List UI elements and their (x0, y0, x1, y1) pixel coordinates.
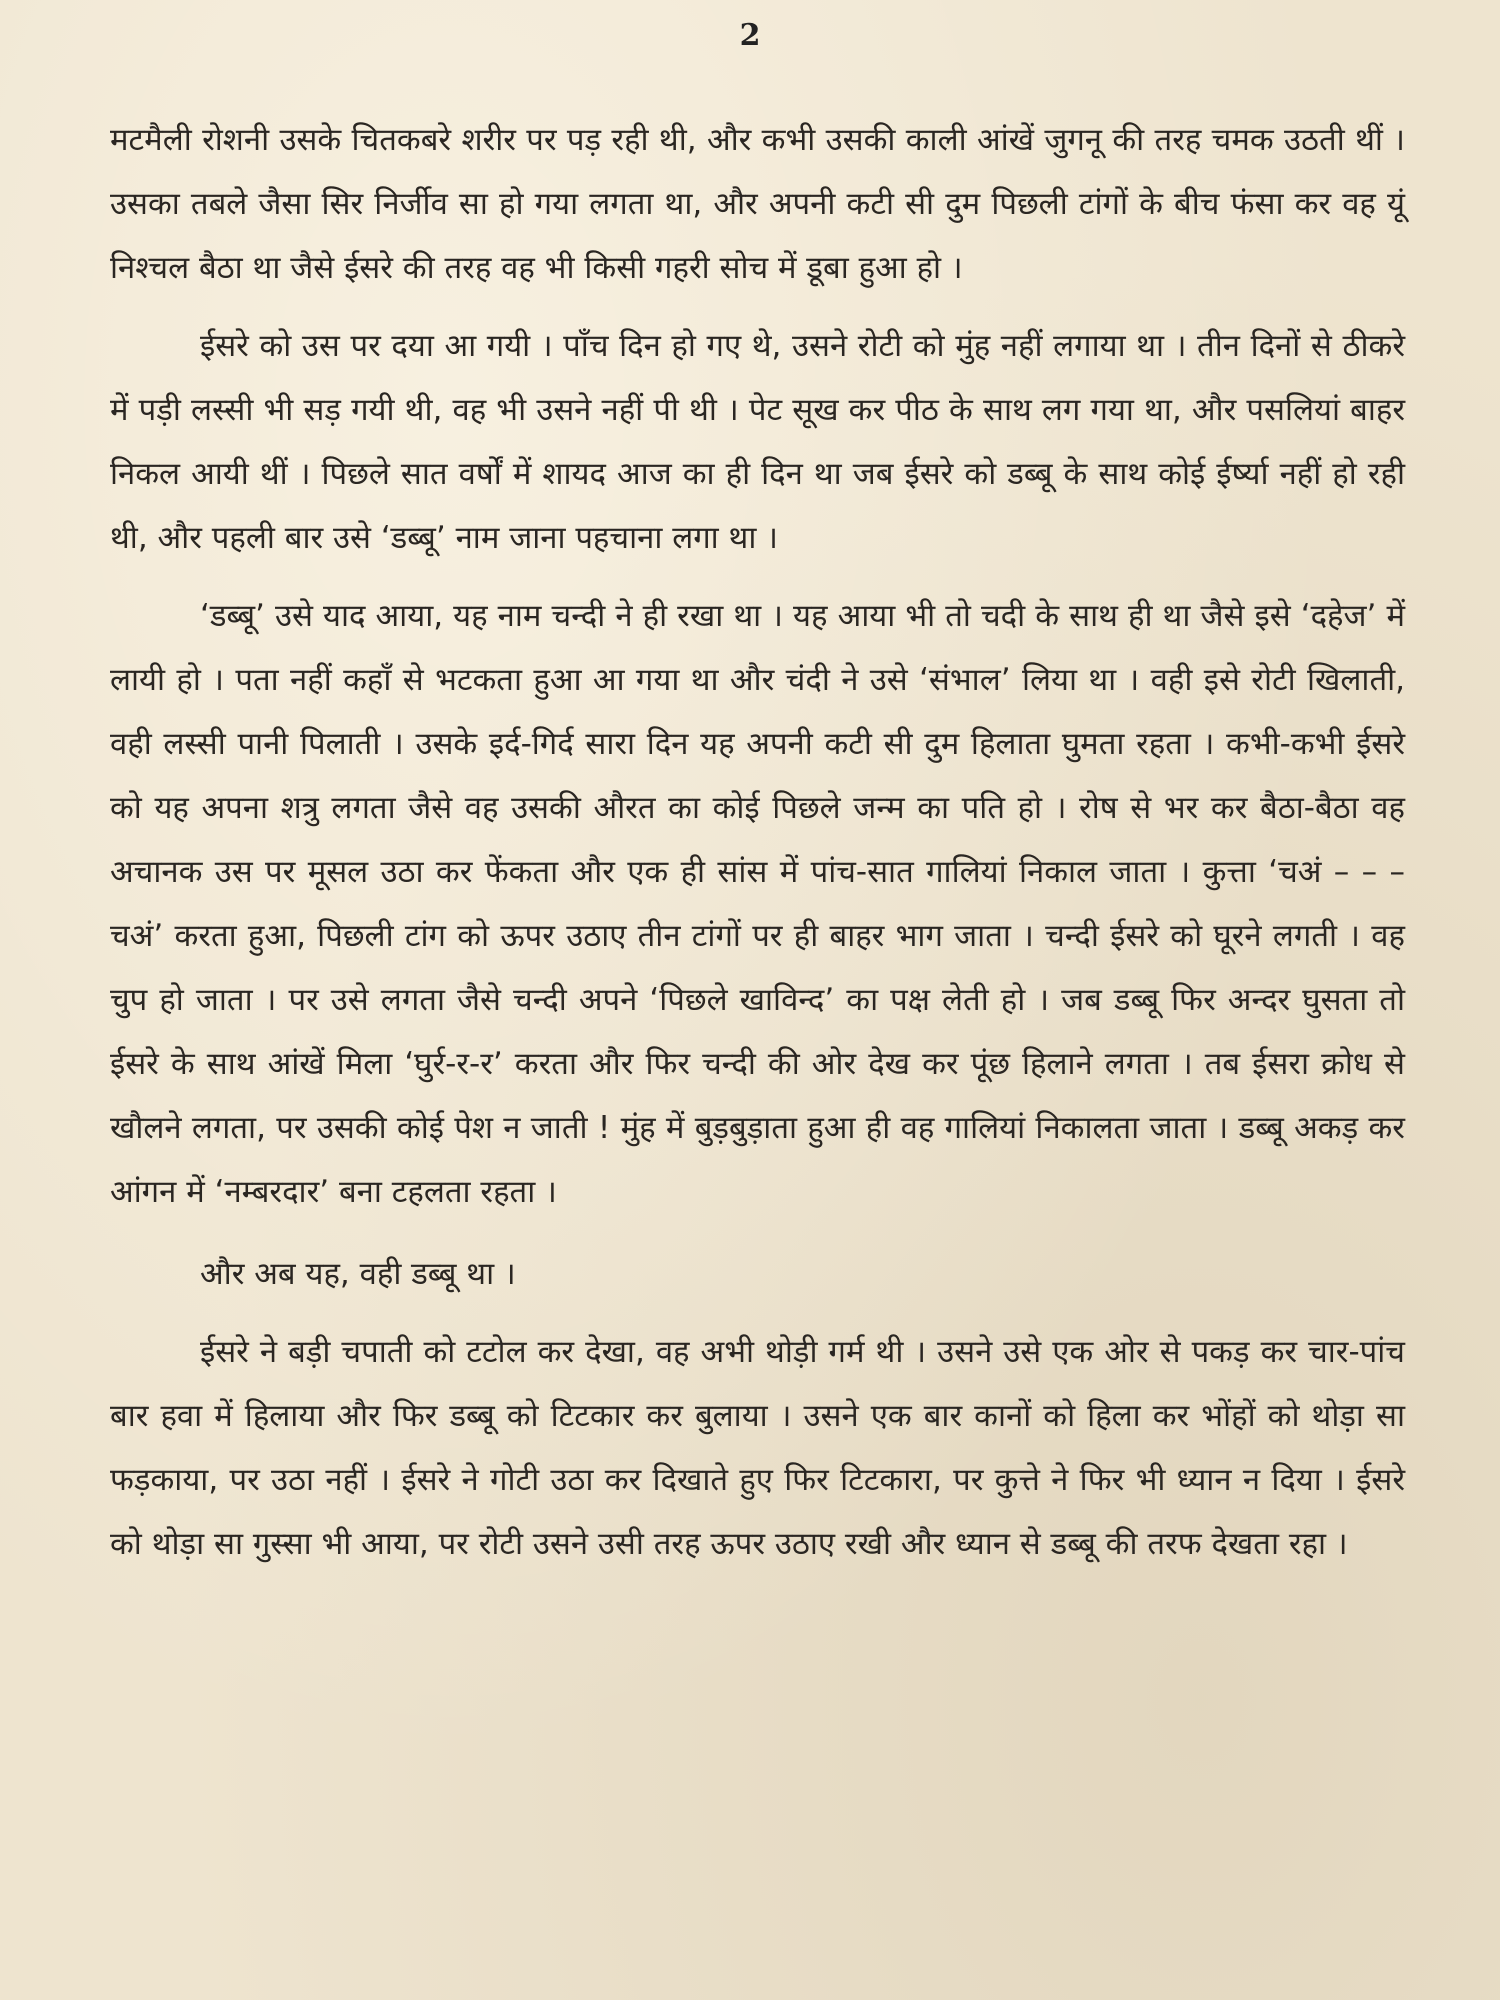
page-number: 2 (739, 18, 761, 53)
paragraph-3: ‘डब्बू’ उसे याद आया, यह नाम चन्दी ने ही रखा था । यह आया भी तो चदी के साथ ही था जैसे इसे ‘दहेज’ में लायी हो । पता नहीं कहाँ से भटकता हुआ आ गया था और चंदी ने उसे ‘संभाल’ लिया था । वही इसे रोटी खिलाती, वही लस्सी पानी पिलाती । उसके इर्द-गिर्द सारा दिन यह अपनी कटी सी दुम हिलाता घुमता रहता । कभी-कभी ईसरे को यह अपना शत्रु लगता जैसे वह उसकी औरत का कोई पिछले जन्म का पति हो । रोष से भर कर बैठा-बैठा वह अचानक उस पर मूसल उठा कर फेंकता और एक ही सांस में पांच-सात गालियां निकाल जाता । कुत्ता ‘चअं – – – चअं’ करता हुआ, पिछली टांग को ऊपर उठाए तीन टांगों पर ही बाहर भाग जाता । चन्दी ईसरे को घूरने लगती । वह चुप हो जाता । पर उसे लगता जैसे चन्दी अपने ‘पिछले खाविन्द’ का पक्ष लेती हो । जब डब्बू फिर अन्दर घुसता तो ईसरे के साथ आंखें मिला ‘घुर्र-र-र’ करता और फिर चन्दी की ओर देख कर पूंछ हिलाने लगता । तब ईसरा क्रोध से खौलने लगता, पर उसकी कोई पेश न जाती ! मुंह में बुड़बुड़ाता हुआ ही वह गालियां निकालता जाता । डब्बू अकड़ कर आंगन में ‘नम्बरदार’ बना टहलता रहता । (110, 598, 1405, 1210)
paragraph-2: ईसरे को उस पर दया आ गयी । पाँच दिन हो गए थे, उसने रोटी को मुंह नहीं लगाया था । तीन दिनों से ठीकरे में पड़ी लस्सी भी सड़ गयी थी, वह भी उसने नहीं पी थी । पेट सूख कर पीठ के साथ लग गया था, और पसलियां बाहर निकल आयी थीं । पिछले सात वर्षों में शायद आज का ही दिन था जब ईसरे को डब्बू के साथ कोई ईर्ष्या नहीं हो रही थी, और पहली बार उसे ‘डब्बू’ नाम जाना पहचाना लगा था । (110, 328, 1405, 556)
paragraph-1: मटमैली रोशनी उसके चितकबरे शरीर पर पड़ रही थी, और कभी उसकी काली आंखें जुगनू की तरह चमक उठती थीं । उसका तबले जैसा सिर निर्जीव सा हो गया लगता था, और अपनी कटी सी दुम पिछली टांगों के बीच फंसा कर वह यूं निश्चल बैठा था जैसे ईसरे की तरह वह भी किसी गहरी सोच में डूबा हुआ हो । (110, 122, 1405, 286)
paragraph-5: ईसरे ने बड़ी चपाती को टटोल कर देखा, वह अभी थोड़ी गर्म थी । उसने उसे एक ओर से पकड़ कर चार-पांच बार हवा में हिलाया और फिर डब्बू को टिटकार कर बुलाया । उसने एक बार कानों को हिला कर भोंहों को थोड़ा सा फड़काया, पर उठा नहीं । ईसरे ने गोटी उठा कर दिखाते हुए फिर टिटकारा, पर कुत्ते ने फिर भी ध्यान न दिया । ईसरे को थोड़ा सा गुस्सा भी आया, पर रोटी उसने उसी तरह ऊपर उठाए रखी और ध्यान से डब्बू की तरफ देखता रहा । (110, 1334, 1405, 1562)
paragraph-4: और अब यह, वही डब्बू था । (200, 1256, 516, 1292)
body-text (110, 108, 1405, 1590)
